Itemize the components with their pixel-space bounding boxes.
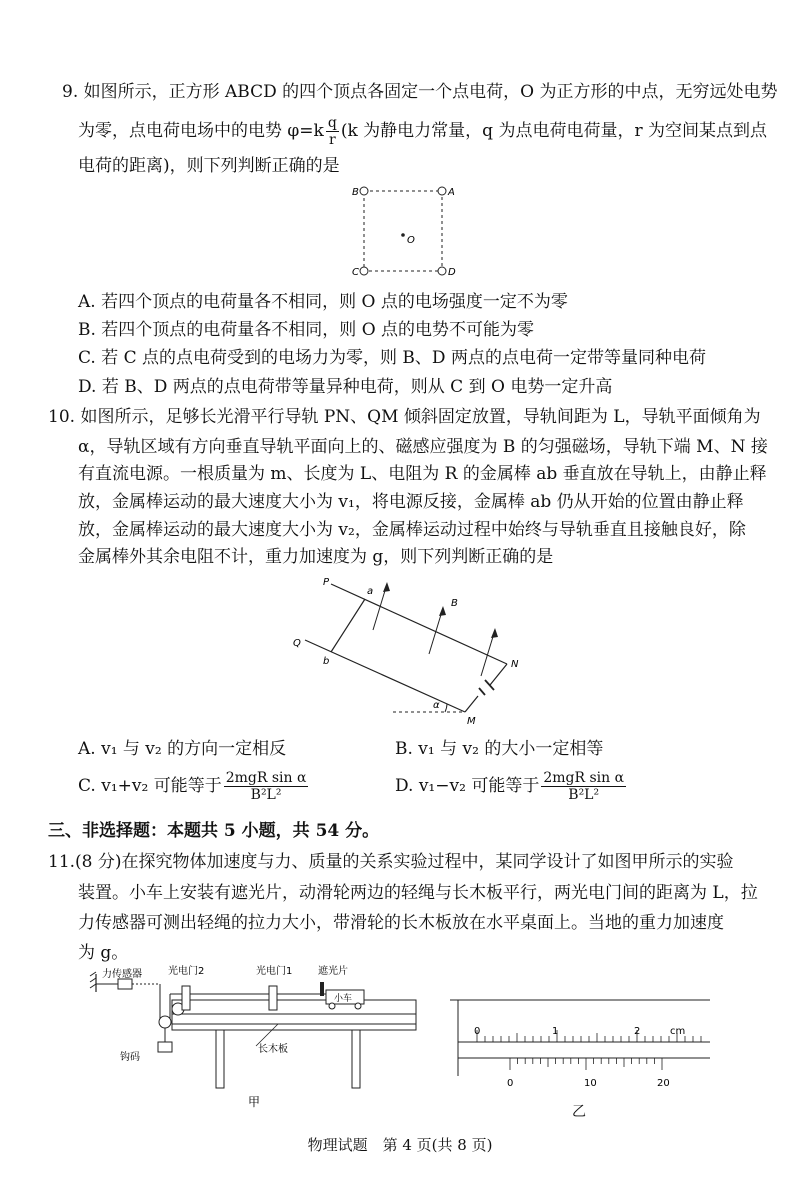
q9-line-3: 电荷的距离)，则下列判断正确的是: [78, 156, 340, 176]
main-label-2: 2: [634, 1026, 641, 1037]
q10-option-b: B. v₁ 与 v₂ 的大小一定相等: [395, 739, 604, 759]
q10-line-3: 有直流电源。一根质量为 m、长度为 L、电阻为 R 的金属棒 ab 垂直放在导轨上，由静止释: [78, 464, 767, 484]
charge-b: [360, 187, 368, 195]
q11-line-3: 力传感器可测出轻绳的拉力大小，带滑轮的长木板放在水平桌面上。当地的重力加速度: [78, 913, 724, 933]
shading-plate: [320, 982, 324, 996]
q10-option-d: [395, 770, 628, 803]
label-n: N: [511, 659, 519, 670]
caption-yi: 乙: [572, 1104, 586, 1120]
label-a: a: [367, 586, 374, 597]
label-cart: 小车: [334, 994, 353, 1004]
potential-fraction: [326, 115, 339, 148]
q10-line-2: α，导轨区域有方向垂直导轨平面向上的、磁感应强度为 B 的匀强磁场，导轨下端 M、N 接: [78, 437, 768, 457]
label-gate1: 光电门1: [256, 966, 293, 977]
tabletop: [172, 1024, 416, 1030]
q9-option-b: B. 若四个顶点的电荷量各不相同，则 O 点的电势不可能为零: [78, 320, 535, 340]
field-arrowhead-2: [439, 606, 446, 616]
potential-fraction-num: q: [327, 115, 337, 131]
cart-wheel-2: [355, 1003, 361, 1009]
label-field-b: B: [451, 598, 458, 609]
battery-plate-short: [479, 688, 485, 695]
label-c: C: [352, 267, 359, 278]
q9-option-c: C. 若 C 点的点电荷受到的电场力为零，则 B、D 两点的点电荷一定带等量同种电荷: [78, 348, 706, 368]
label-shade: 遮光片: [318, 966, 348, 977]
option-c-den: B²L²: [250, 787, 282, 803]
potential-fraction-den: r: [328, 132, 336, 148]
q9-option-d: D. 若 B、D 两点的点电荷带等量异种电荷，则从 C 到 O 电势一定升高: [78, 377, 613, 397]
q11-line-1: 11.(8 分)在探究物体加速度与力、质量的关系实验过程中，某同学设计了如图甲所示的实验: [48, 852, 734, 872]
page-footer: 物理试题 第 4 页(共 8 页): [307, 1136, 493, 1154]
q10-line-1: 10. 如图所示，足够长光滑平行导轨 PN、QM 倾斜固定放置，导轨间距为 L，导轨平面倾角为: [48, 407, 761, 427]
table-leg-right: [352, 1030, 360, 1088]
option-d-num: 2mgR sin α: [543, 770, 625, 786]
q10-option-c-text: C. v₁+v₂ 可能等于: [78, 776, 222, 796]
photogate-1: [269, 986, 277, 1010]
field-arrowhead-1: [383, 582, 390, 592]
long-board: [172, 1014, 416, 1024]
rail-pn: [331, 584, 507, 664]
square-dashed-outline: [364, 191, 442, 271]
q9-line-2a: 为零，点电荷电场中的电势 φ=k: [78, 121, 324, 141]
label-a: A: [448, 187, 455, 198]
apparatus-figure: [88, 964, 433, 1114]
option-d-den: B²L²: [568, 787, 600, 803]
rail-figure: [285, 572, 545, 727]
label-gate2: 光电门2: [168, 966, 205, 977]
q9-line-2: [78, 115, 767, 148]
vernier-label-10: 10: [584, 1078, 597, 1089]
label-board: 长木板: [258, 1044, 288, 1055]
q11-line-4: 为 g。: [78, 943, 129, 963]
field-arrowhead-3: [491, 628, 498, 638]
charge-d: [438, 267, 446, 275]
main-label-0: 0: [474, 1026, 481, 1037]
q9-line-1: 9. 如图所示，正方形 ABCD 的四个顶点各固定一个点电荷，O 为正方形的中点，无穷远处电势: [62, 82, 778, 102]
label-force-sensor: 力传感器: [102, 969, 142, 980]
rod-ab: [331, 599, 365, 652]
center-o: [401, 233, 405, 237]
q9-option-a: A. 若四个顶点的电荷量各不相同，则 O 点的电场强度一定不为零: [78, 292, 568, 312]
wall-hatch-2: [90, 978, 96, 982]
wire-m: [465, 696, 478, 712]
label-b: b: [323, 656, 330, 667]
label-p: P: [323, 577, 330, 588]
wall-hatch-1: [90, 972, 96, 976]
q10-line-4: 放，金属棒运动的最大速度大小为 v₁，将电源反接，金属棒 ab 仍从开始的位置由静止释: [78, 492, 744, 512]
q11-line-2: 装置。小车上安装有遮光片，动滑轮两边的轻绳与长木板平行，两光电门间的距离为 L，拉: [78, 883, 758, 903]
caption-jia: 甲: [248, 1095, 261, 1109]
label-b: B: [352, 187, 359, 198]
label-m: M: [467, 716, 476, 727]
label-q: Q: [293, 638, 301, 649]
section-3-heading: 三、非选择题：本题共 5 小题，共 54 分。: [48, 821, 380, 841]
photogate-2: [182, 986, 190, 1010]
q10-option-d-text: D. v₁−v₂ 可能等于: [395, 776, 540, 796]
wall-hatch-3: [90, 984, 96, 988]
angle-arc: [445, 704, 447, 712]
q10-option-c: [78, 770, 310, 803]
q10-line-5: 放，金属棒运动的最大速度大小为 v₂，金属棒运动过程中始终与导轨垂直且接触良好，除: [78, 520, 746, 540]
main-label-1: 1: [552, 1026, 559, 1037]
vernier-figure: [450, 998, 720, 1093]
hook-weight: [158, 1042, 172, 1052]
q10-line-6: 金属棒外其余电阻不计，重力加速度为 g，则下列判断正确的是: [78, 547, 554, 567]
vernier-label-20: 20: [657, 1078, 670, 1089]
main-scale-ticks: [477, 1030, 701, 1042]
table-leg-left: [216, 1030, 224, 1088]
vernier-label-0: 0: [507, 1078, 514, 1089]
square-charges-figure: [340, 180, 470, 280]
wire-n: [490, 664, 507, 685]
charge-a: [438, 187, 446, 195]
option-c-fraction: [224, 770, 309, 803]
main-unit: cm: [670, 1026, 686, 1037]
charge-c: [360, 267, 368, 275]
movable-pulley: [159, 1016, 171, 1028]
label-d: D: [448, 267, 456, 278]
label-weight: 钩码: [120, 1052, 140, 1063]
q9-line-2b: (k 为静电力常量，q 为点电荷电荷量，r 为空间某点到点: [340, 121, 767, 141]
label-alpha: α: [433, 700, 440, 711]
rail-qm: [305, 640, 465, 712]
label-o: O: [407, 235, 415, 246]
track: [172, 1000, 416, 1014]
vernier-scale-ticks: [510, 1058, 662, 1070]
option-c-num: 2mgR sin α: [225, 770, 307, 786]
force-sensor: [118, 979, 132, 989]
option-d-fraction: [541, 770, 626, 803]
q10-option-a: A. v₁ 与 v₂ 的方向一定相反: [78, 739, 287, 759]
